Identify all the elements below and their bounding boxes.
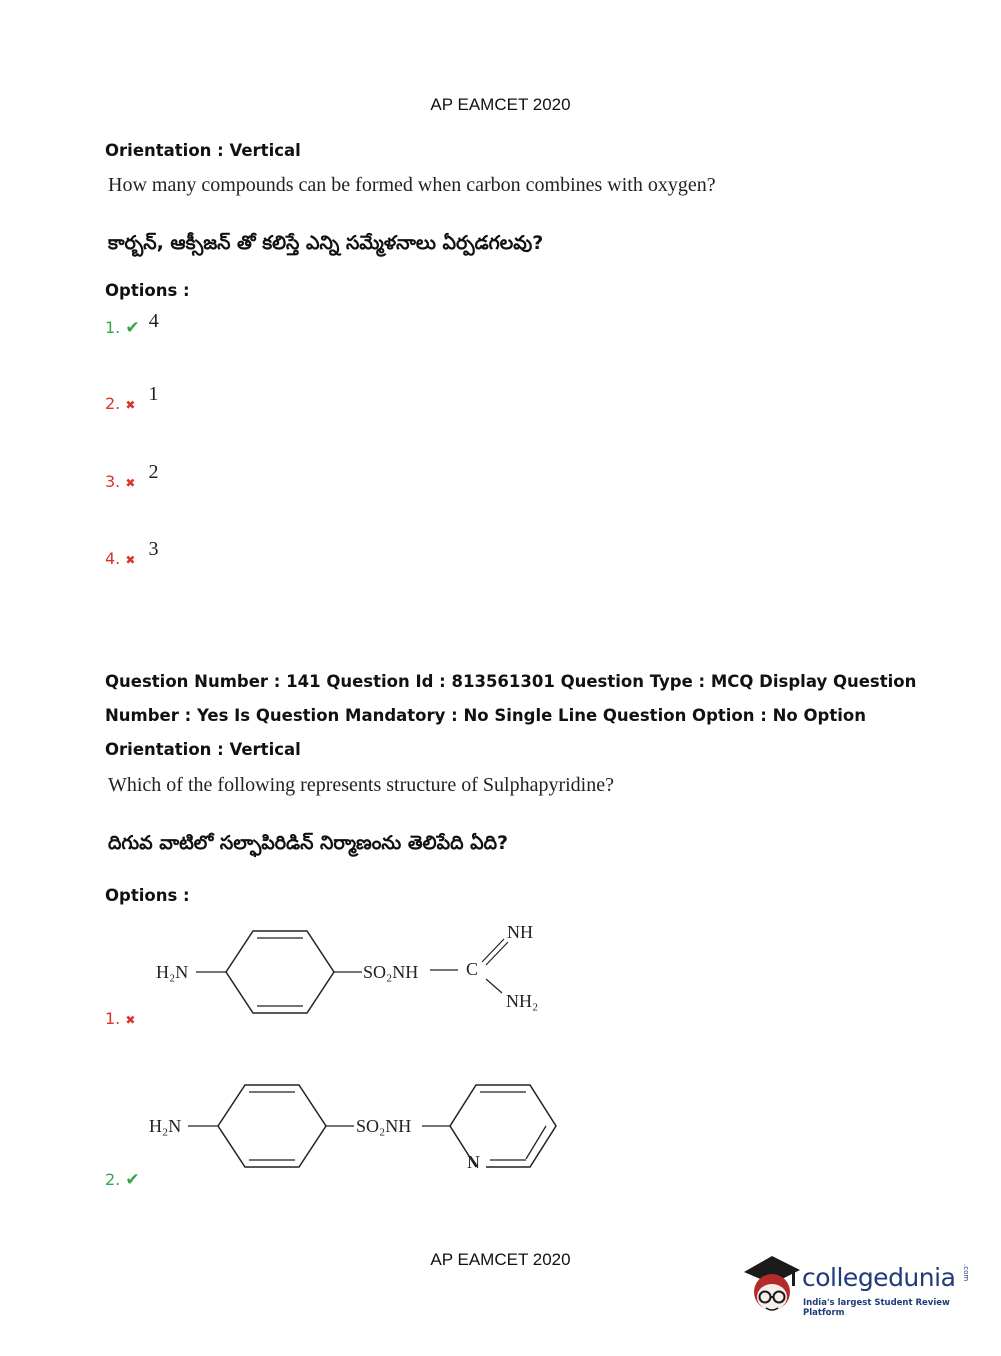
cross-icon: ✖ bbox=[125, 476, 136, 490]
q1-options-label: Options : bbox=[105, 281, 190, 300]
logo-wordmark: collegedunia bbox=[802, 1263, 956, 1292]
struct2-nitrogen-label: N bbox=[467, 1152, 480, 1172]
option-number: 1. bbox=[105, 318, 121, 337]
option-number: 2. bbox=[105, 1170, 121, 1189]
q1-option-3[interactable] bbox=[105, 461, 159, 493]
option-value: 2 bbox=[148, 461, 159, 483]
q1-option-4[interactable] bbox=[105, 538, 159, 570]
benzene-ring bbox=[218, 1085, 326, 1167]
struct1-carbon-label: C bbox=[466, 959, 479, 979]
option-number: 1. bbox=[105, 1009, 121, 1028]
q1-option-1[interactable] bbox=[105, 310, 159, 339]
logo-tagline: India's largest Student Review Platform bbox=[803, 1298, 950, 1318]
page-footer: AP EAMCET 2020 bbox=[430, 1250, 571, 1269]
struct2-amine-label: H₂N bbox=[149, 1116, 182, 1136]
struct1-amine-label: H₂N bbox=[156, 962, 189, 982]
struct1-amino-label: NH₂ bbox=[506, 991, 539, 1011]
mascot-icon bbox=[740, 1250, 802, 1318]
collegedunia-logo bbox=[740, 1250, 980, 1320]
q2-option-1[interactable] bbox=[105, 1009, 135, 1028]
q1-orientation: Orientation : Vertical bbox=[105, 141, 301, 160]
q2-options-label: Options : bbox=[105, 886, 190, 905]
q1-option-2[interactable] bbox=[105, 383, 159, 415]
option-number: 3. bbox=[105, 472, 121, 491]
q2-meta-line-2: Number : Yes Is Question Mandatory : No Single Line Question Option : No Option bbox=[105, 706, 866, 725]
q1-question-telugu: కార్బన్, ఆక్సీజన్ తో కలిస్తే ఎన్ని సమ్మేళనాలు ఏర్పడగలవు? bbox=[108, 232, 544, 254]
page-header: AP EAMCET 2020 bbox=[430, 95, 571, 114]
option-value: 3 bbox=[148, 538, 159, 560]
struct2-sulfonamide-label: SO₂NH bbox=[356, 1116, 412, 1136]
q2-meta-line-1: Question Number : 141 Question Id : 813561301 Question Type : MCQ Display Question bbox=[105, 672, 917, 691]
struct1-imine-label: NH bbox=[507, 922, 533, 942]
option-value: 4 bbox=[148, 310, 159, 332]
pyridine-ring bbox=[450, 1085, 556, 1167]
option-number: 2. bbox=[105, 394, 121, 413]
check-icon: ✔ bbox=[125, 318, 140, 338]
struct1-sulfonamide-label: SO₂NH bbox=[363, 962, 419, 982]
cross-icon: ✖ bbox=[125, 553, 136, 567]
q1-question-english: How many compounds can be formed when carbon combines with oxygen? bbox=[108, 174, 716, 196]
logo-suffix: .com bbox=[962, 1264, 970, 1282]
q2-structure-2-diagram bbox=[140, 1075, 570, 1185]
benzene-ring bbox=[226, 931, 334, 1013]
q2-question-english: Which of the following represents structure of Sulphapyridine? bbox=[108, 774, 614, 796]
option-number: 4. bbox=[105, 549, 121, 568]
q2-orientation: Orientation : Vertical bbox=[105, 740, 301, 759]
cross-icon: ✖ bbox=[125, 398, 136, 412]
q2-question-telugu: దిగువ వాటిలో సల్ఫాపిరిడిన్ నిర్మాణంను తెలిపేది ఏది? bbox=[108, 832, 509, 854]
check-icon: ✔ bbox=[125, 1170, 140, 1190]
q2-structure-1-diagram bbox=[140, 915, 560, 1020]
q2-option-2[interactable] bbox=[105, 1170, 140, 1190]
option-value: 1 bbox=[148, 383, 159, 405]
cross-icon: ✖ bbox=[125, 1013, 136, 1027]
